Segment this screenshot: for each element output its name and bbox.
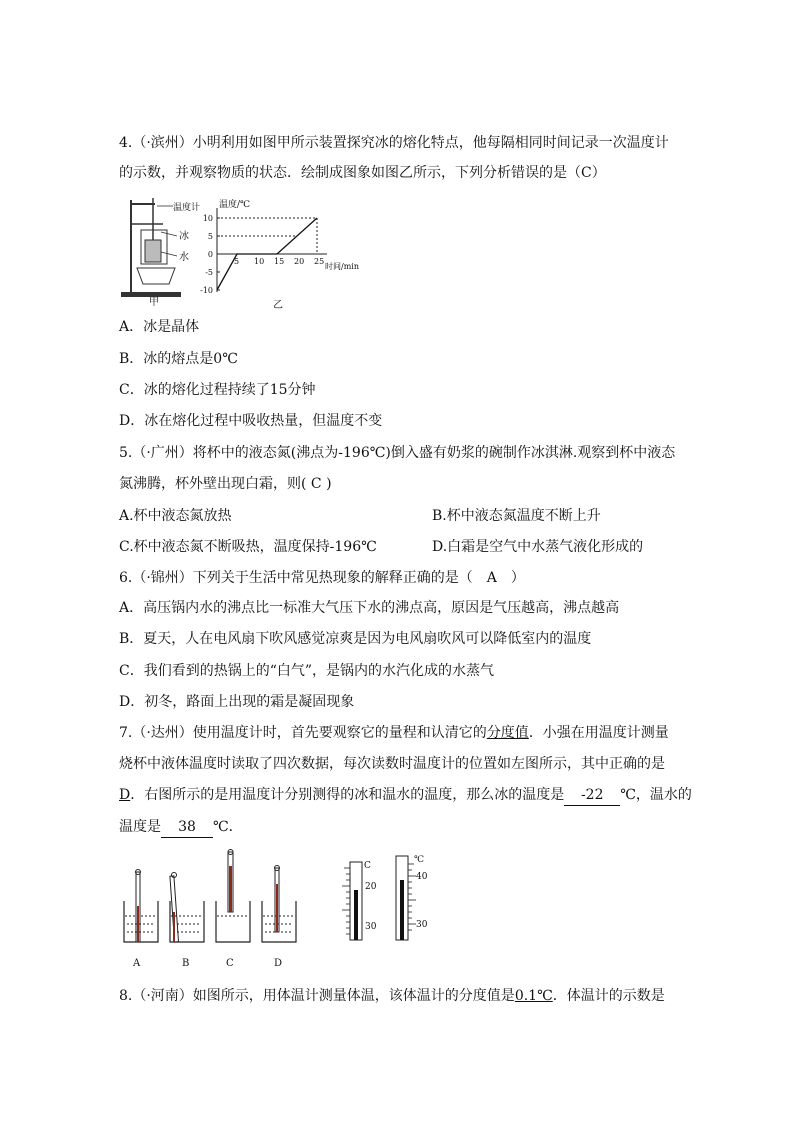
chart-x-tick: 10 [254,257,265,266]
therm2-tick-40: 40 [416,872,428,882]
figure-apparatus [117,194,201,308]
chart-y-tick: -5 [205,268,213,277]
therm1-unit: C [364,861,371,871]
q6-stem: 6.（·锦州）下列关于生活中常见热现象的解释正确的是（ A ） [119,570,525,586]
q7-line3: D．右图所示的是用温度计分别测得的冰和温水的温度，那么冰的温度是 -22 ℃，温水的 [119,785,692,806]
q5-option-b: B.杯中液态氮温度不断上升 [432,508,601,524]
ice-label: 冰 [179,231,189,242]
thermometer-water [396,855,428,940]
chart-y-tick: -10 [200,286,213,295]
q5-option-d: D.白霜是空气中水蒸气液化形成的 [432,539,644,555]
q4-option-a: A．冰是晶体 [119,319,200,335]
beaker-b [170,873,204,943]
q5-line2: 氮沸腾，杯外壁出现白霜，则( C ) [119,476,332,492]
beaker-label-d: D [274,958,283,969]
water-label: 水 [179,252,189,263]
figure-caption-jia: 甲 [149,297,159,308]
beaker-label-c: C [226,958,234,969]
q4-line2: 的示数，并观察物质的状态．绘制成图象如图乙所示，下列分析错误的是（C） [119,165,606,181]
beaker-a [124,870,158,943]
q7-line1: 7.（·达州）使用温度计时，首先要观察它的量程和认清它的分度值．小强在用温度计测量 [119,725,669,741]
chart-x-tick: 20 [294,257,305,266]
q4-option-b: B．冰的熔点是0℃ [119,351,238,367]
beaker-label-a: A [133,958,141,969]
q6-option-d: D．初冬，路面上出现的霜是凝固现象 [119,694,355,710]
q6-option-b: B．夏天，人在电风扇下吹风感觉凉爽是因为电风扇吹风可以降低室内的温度 [119,631,592,647]
thermometer-label: 温度计 [173,203,201,213]
figure-beakers [118,846,318,972]
chart-xlabel: 时间/min [325,262,359,271]
chart-y-tick: 0 [207,250,213,259]
q7-answer-ice-temp: -22 [564,785,620,806]
beaker-label-b: B [182,958,190,969]
therm1-tick-20: 20 [365,882,377,892]
figure-caption-yi: 乙 [273,300,283,311]
figure-thermometers [338,850,442,946]
q6-option-a: A．高压锅内水的沸点比一标准大气压下水的沸点高，原因是气压越高，沸点越高 [119,600,620,616]
chart-y-tick: 10 [202,214,213,223]
q5-option-c: C.杯中液态氮不断吸热，温度保持-196℃ [119,539,377,555]
q7-answer-division: 分度值 [486,725,529,741]
q7-line4: 温度是 38 ℃． [119,817,243,838]
q7-line2: 烧杯中液体温度时读取了四次数据，每次读数时温度计的位置如左图所示，其中正确的是 [119,756,665,772]
chart-y-tick: 5 [207,232,213,241]
q5-option-a: A.杯中液态氮放热 [119,508,232,524]
chart-ylabel: 温度/℃ [219,200,251,210]
q4-option-d: D．冰在熔化过程中吸收热量，但温度不变 [119,413,383,429]
q7-answer-correct: D [119,787,131,803]
q4-line1: 4.（·滨州）小明利用如图甲所示装置探究冰的熔化特点，他每隔相同时间记录一次温度计 [119,135,669,151]
chart-x-tick: 15 [274,257,285,266]
therm2-unit: ℃ [414,855,425,865]
q4-option-c: C．冰的熔化过程持续了15分钟 [119,382,316,398]
q6-option-c: C．我们看到的热锅上的“白气”，是锅内的水汽化成的水蒸气 [119,663,495,679]
q8-line1: 8.（·河南）如图所示，用体温计测量体温，该体温计的分度值是0.1℃．体温计的示数是 [119,988,665,1004]
chart-x-tick: 5 [234,257,240,266]
beaker-d [262,866,296,943]
figure-melting-chart [195,198,365,310]
q8-answer-division: 0.1℃ [514,988,553,1004]
chart-x-tick: 25 [314,257,325,266]
therm1-tick-30: 30 [365,922,377,932]
therm2-tick-30: 30 [416,920,428,930]
thermometer-ice [342,861,377,940]
q7-answer-water-temp: 38 [161,817,213,838]
q5-line1: 5.（·广州）将杯中的液态氮(沸点为-196℃)倒入盛有奶浆的碗制作冰淇淋.观察到杯中液态 [119,445,676,461]
beaker-c [216,850,250,943]
